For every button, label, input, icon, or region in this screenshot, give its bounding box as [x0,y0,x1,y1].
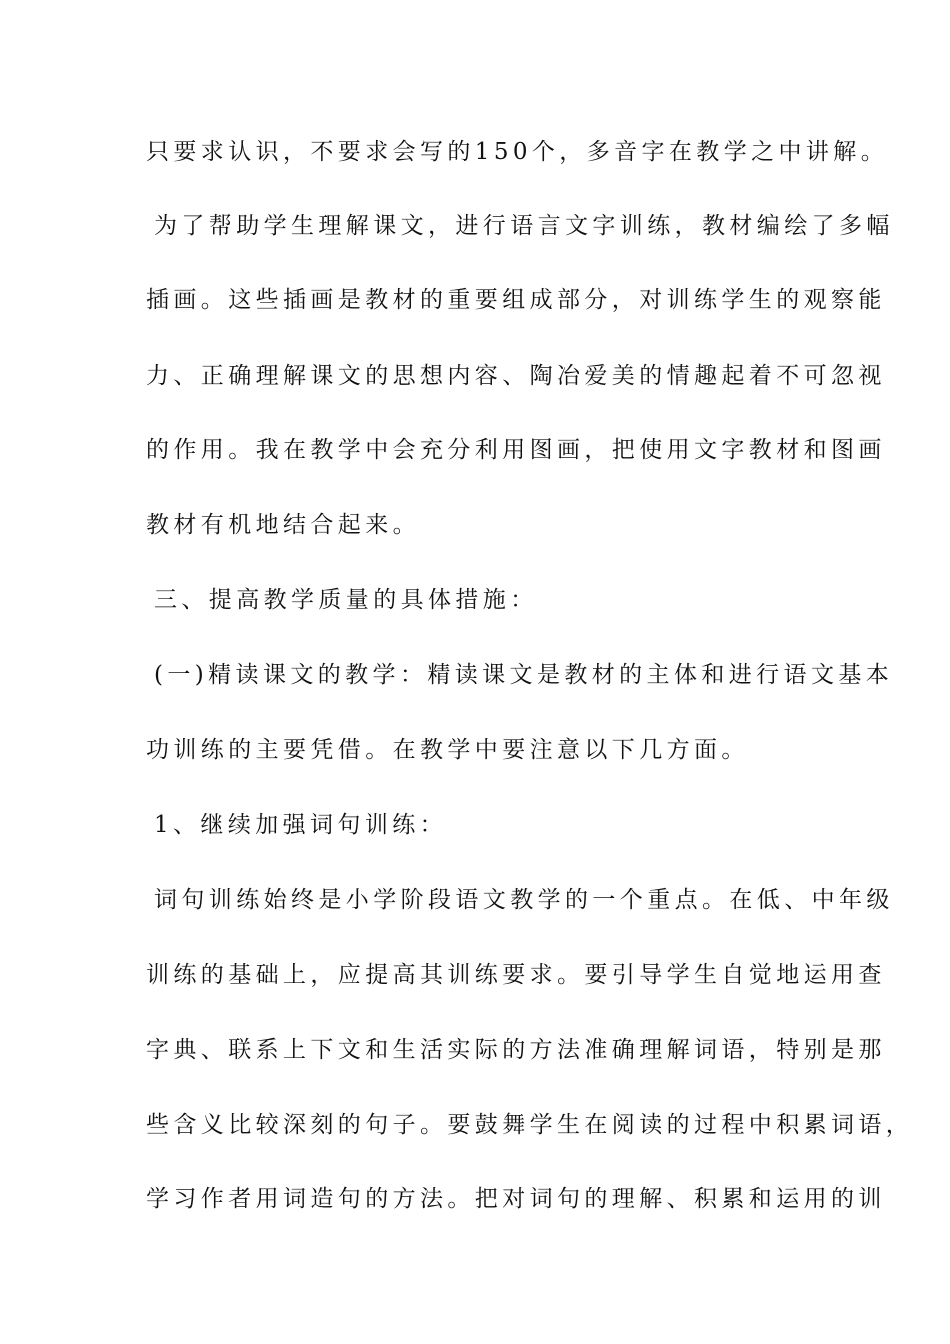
paragraph-line: 词句训练始终是小学阶段语文教学的一个重点。在低、中年级 [154,887,894,913]
paragraph-line: 教材有机地结合起来。 [146,512,420,538]
paragraph-line: 些含义比较深刻的句子。要鼓舞学生在阅读的过程中积累词语， [146,1112,914,1138]
paragraph-line: 插画。这些插画是教材的重要组成部分，对训练学生的观察能 [146,287,886,313]
paragraph-line: 功训练的主要凭借。在教学中要注意以下几方面。 [146,737,749,763]
paragraph-line: 字典、联系上下文和生活实际的方法准确理解词语，特别是那 [146,1037,886,1063]
paragraph-line: 力、正确理解课文的思想内容、陶冶爱美的情趣起着不可忽视 [146,363,886,389]
paragraph-line: 只要求认识，不要求会写的150个，多音字在教学之中讲解。 [146,139,889,165]
paragraph-line: 学习作者用词造句的方法。把对词句的理解、积累和运用的训 [146,1186,886,1212]
paragraph-line: 的作用。我在教学中会充分利用图画，把使用文字教材和图画 [146,437,886,463]
subsection-heading: (一)精读课文的教学：精读课文是教材的主体和进行语文基本 [154,662,894,688]
paragraph-line: 为了帮助学生理解课文，进行语言文字训练，教材编绘了多幅 [154,213,894,239]
item-heading: 1、继续加强词句训练： [154,812,448,838]
paragraph-line: 训练的基础上，应提高其训练要求。要引导学生自觉地运用查 [146,962,886,988]
section-heading: 三、提高教学质量的具体措施： [154,587,538,613]
